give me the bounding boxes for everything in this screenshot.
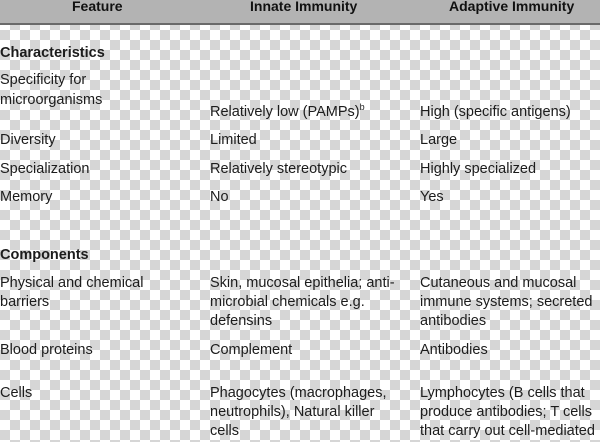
innate-value: Phagocytes (macrophages,	[210, 385, 387, 401]
adaptive-value: antibodies	[420, 313, 487, 329]
innate-value: microbial chemicals e.g.	[210, 294, 365, 310]
feature-label: microorganisms	[0, 92, 103, 108]
innate-value: Relatively stereotypic	[210, 161, 347, 177]
innate-value: Limited	[210, 132, 257, 148]
adaptive-value: Large	[420, 132, 458, 148]
innate-value: No	[210, 189, 229, 205]
feature-label: Cells	[0, 385, 33, 401]
adaptive-value: Lymphocytes (B cells that	[420, 385, 585, 401]
adaptive-value: High (specific antigens)	[420, 104, 571, 120]
innate-value: Complement	[210, 342, 293, 358]
feature-label: Specialization	[0, 161, 90, 177]
innate-value: Skin, mucosal epithelia; anti-	[210, 275, 395, 291]
adaptive-value: Cutaneous and mucosal	[420, 275, 577, 291]
innate-value: neutrophils), Natural killer	[210, 404, 375, 420]
feature-label: Physical and chemical	[0, 275, 144, 291]
feature-label: Diversity	[0, 132, 56, 148]
feature-label: Memory	[0, 189, 53, 205]
feature-label: barriers	[0, 294, 50, 310]
adaptive-value: Yes	[420, 189, 444, 205]
adaptive-value: produce antibodies; T cells	[420, 404, 592, 420]
innate-value: cells	[210, 423, 240, 439]
table-header	[0, 0, 600, 25]
feature-label: Specificity for	[0, 72, 87, 88]
header-innate-immunity: Innate Immunity	[250, 0, 358, 14]
footnote-marker: b	[359, 102, 365, 112]
adaptive-value: immune systems; secreted	[420, 294, 593, 310]
innate-value: Relatively low (PAMPs)$^b$	[210, 102, 365, 120]
adaptive-value: Highly specialized	[420, 161, 537, 177]
innate-value: defensins	[210, 313, 273, 329]
feature-label: Blood proteins	[0, 342, 93, 358]
header-feature: Feature	[72, 0, 123, 14]
adaptive-value: that carry out cell-mediated	[420, 423, 595, 439]
adaptive-value: Antibodies	[420, 342, 488, 358]
section-title-components: Components	[0, 247, 89, 263]
section-title-characteristics: Characteristics	[0, 45, 105, 61]
header-adaptive-immunity: Adaptive Immunity	[449, 0, 575, 14]
